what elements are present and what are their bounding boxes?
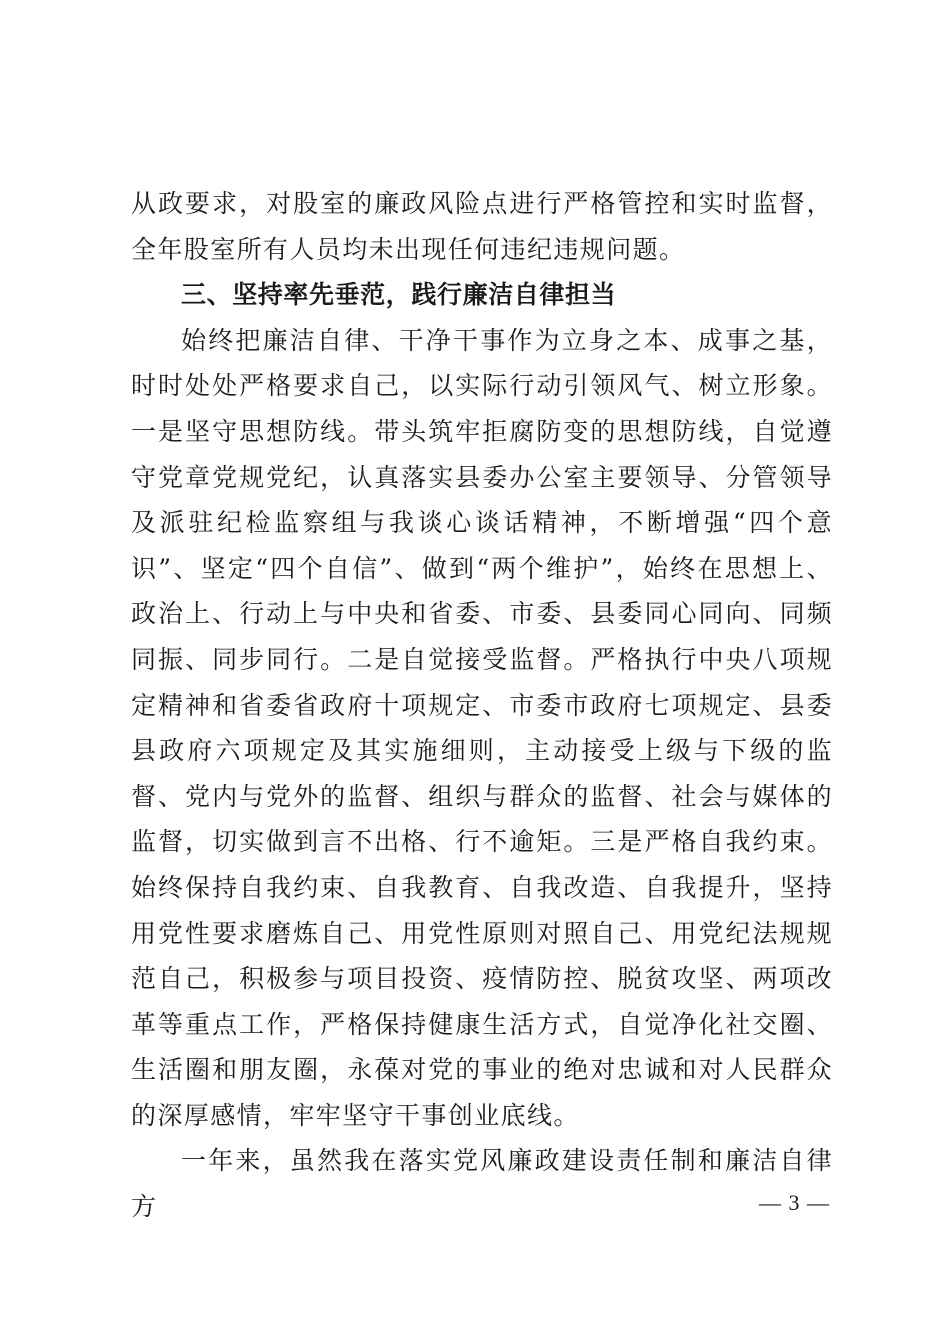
paragraph-body: 一年来，虽然我在落实党风廉政建设责任制和廉洁自律方 [131, 1146, 833, 1222]
page-number: — 3 — [759, 1190, 830, 1215]
paragraph-continuation: 从政要求，对股室的廉政风险点进行严格管控和实时监督，全年股室所有人员均未出现任何违纪违规问题。 [131, 189, 833, 264]
document-body [131, 181, 833, 1230]
section-heading: 三、坚持率先垂范，践行廉洁自律担当 [181, 280, 617, 310]
paragraph-body: 始终把廉洁自律、干净干事作为立身之本、成事之基，时时处处严格要求自己，以实际行动引领风气、树立形象。一是坚守思想防线。带头筑牢拒腐防变的思想防线，自觉遵守党章党规党纪，认真落实县委办公室主要领导、分管领导及派驻纪检监察组与我谈心谈话精神，不断增强“四个意识”、坚定“四个自信”、做到“两个维护”，始终在思想上、政治上、行动上与中央和省委、市委、县委同心同向、同频同振、同步同行。二是自觉接受监督。严格执行中央八项规定精神和省委省政府十项规定、市委市政府七项规定、县委县政府六项规定及其实施细则，主动接受上级与下级的监督、党内与党外的监督、组织与群众的监督、社会与媒体的监督，切实做到言不出格、行不逾矩。三是严格自我约束。始终保持自我约束、自我教育、自我改造、自我提升，坚持用党性要求磨炼自己、用党性原则对照自己、用党纪法规规范自己，积极参与项目投资、疫情防控、脱贫攻坚、两项改革等重点工作，严格保持健康生活方式，自觉净化社交圈、生活圈和朋友圈，永葆对党的事业的绝对忠诚和对人民群众的深厚感情，牢牢坚守干事创业底线。 [131, 325, 833, 1130]
